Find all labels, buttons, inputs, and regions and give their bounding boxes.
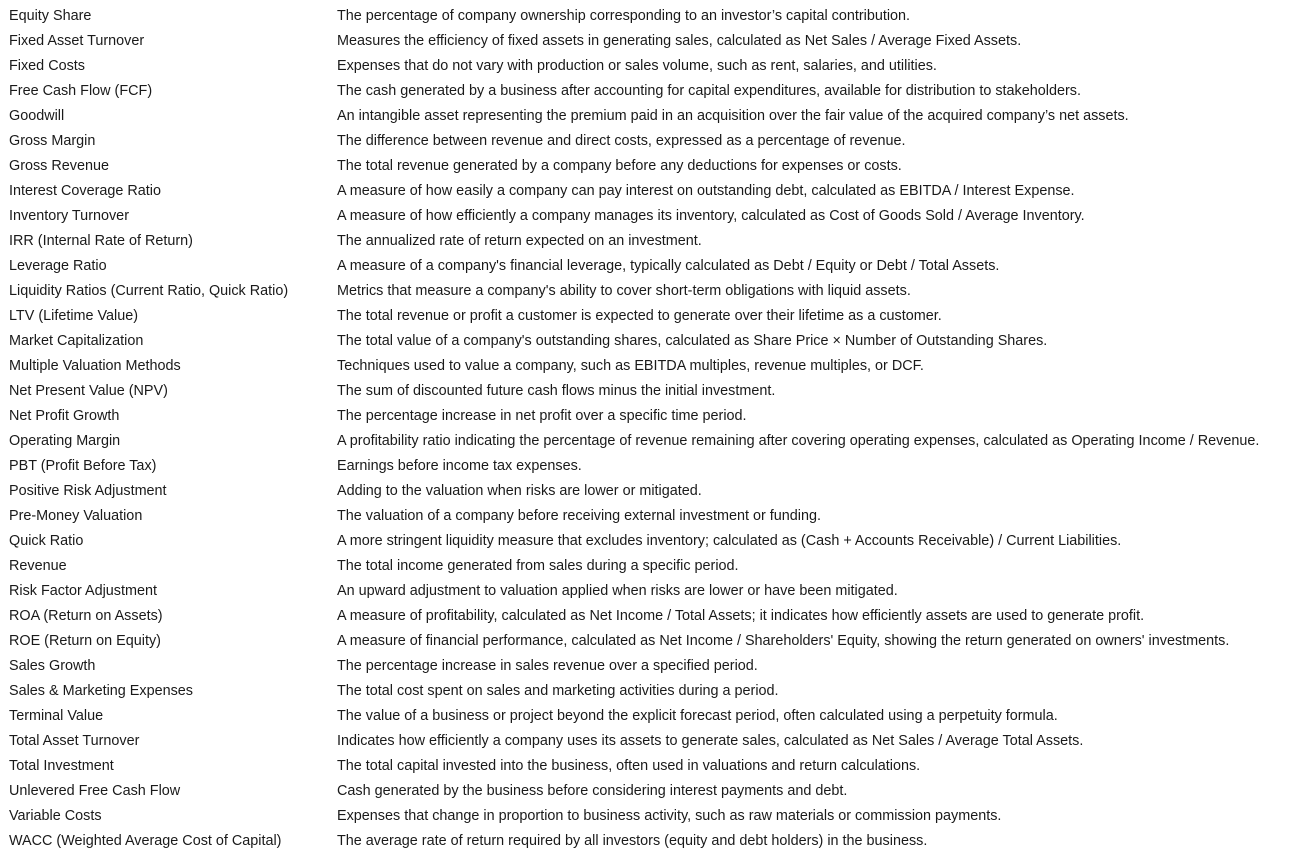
glossary-definition: A measure of a company's financial leverage, typically calculated as Debt / Equity or Debt / Total Assets. [337,258,1000,274]
glossary-term: LTV (Lifetime Value) [9,308,139,324]
glossary-term: Equity Share [9,8,92,24]
glossary-row [0,104,1294,129]
glossary-row [0,504,1294,529]
glossary-term: Multiple Valuation Methods [9,358,181,374]
glossary-definition: A measure of profitability, calculated as Net Income / Total Assets; it indicates how efficiently assets are used to generate profit. [337,608,1145,624]
glossary-definition: The total revenue or profit a customer is expected to generate over their lifetime as a customer. [337,308,942,324]
glossary-definition: Measures the efficiency of fixed assets in generating sales, calculated as Net Sales / Average Fixed Assets. [337,33,1022,49]
glossary-term: Quick Ratio [9,533,84,549]
glossary-definition: The total income generated from sales during a specific period. [337,558,739,574]
glossary-definition: A measure of financial performance, calculated as Net Income / Shareholders' Equity, showing the return generated on owners' investments. [337,633,1230,649]
glossary-term: Variable Costs [9,808,102,824]
glossary-term: WACC (Weighted Average Cost of Capital) [9,833,282,849]
glossary-definition: Expenses that do not vary with production or sales volume, such as rent, salaries, and utilities. [337,58,937,74]
glossary-term: Liquidity Ratios (Current Ratio, Quick Ratio) [9,283,289,299]
glossary-row [0,529,1294,554]
glossary-term: Total Asset Turnover [9,733,140,749]
glossary-term: Inventory Turnover [9,208,129,224]
glossary-definition: A measure of how easily a company can pay interest on outstanding debt, calculated as EBITDA / Interest Expense. [337,183,1075,199]
glossary-definition: An upward adjustment to valuation applied when risks are lower or have been mitigated. [337,583,898,599]
glossary-row [0,729,1294,754]
glossary-definition: Indicates how efficiently a company uses its assets to generate sales, calculated as Net Sales / Average Total Assets. [337,733,1084,749]
glossary-term: Fixed Asset Turnover [9,33,145,49]
glossary-row [0,554,1294,579]
glossary-definition: The percentage of company ownership corresponding to an investor’s capital contribution. [337,8,911,24]
glossary-term: Operating Margin [9,433,121,449]
glossary-row [0,29,1294,54]
glossary-row [0,579,1294,604]
glossary-definition: The total cost spent on sales and marketing activities during a period. [337,683,779,699]
glossary-definition: The valuation of a company before receiving external investment or funding. [337,508,821,524]
glossary-definition: Expenses that change in proportion to business activity, such as raw materials or commission payments. [337,808,1002,824]
glossary-row [0,54,1294,79]
glossary-row [0,279,1294,304]
glossary-row [0,429,1294,454]
glossary-row [0,829,1294,854]
glossary-term: Risk Factor Adjustment [9,583,157,599]
glossary-row [0,479,1294,504]
glossary-row [0,754,1294,779]
glossary-term: Total Investment [9,758,114,774]
glossary-term: IRR (Internal Rate of Return) [9,233,193,249]
glossary-term: Sales & Marketing Expenses [9,683,193,699]
glossary-term: Pre-Money Valuation [9,508,143,524]
glossary-row [0,179,1294,204]
glossary-row [0,604,1294,629]
glossary-row [0,404,1294,429]
glossary-row [0,254,1294,279]
glossary-definition: The annualized rate of return expected on an investment. [337,233,702,249]
glossary-row [0,654,1294,679]
glossary-definition: The percentage increase in sales revenue over a specified period. [337,658,758,674]
glossary-term: Leverage Ratio [9,258,107,274]
glossary-definition: A more stringent liquidity measure that excludes inventory; calculated as (Cash + Accounts Receivable) / Current Liabilities. [337,533,1122,549]
glossary-row [0,704,1294,729]
glossary-term: ROA (Return on Assets) [9,608,163,624]
glossary-definition: Techniques used to value a company, such as EBITDA multiples, revenue multiples, or DCF. [337,358,924,374]
glossary-term: ROE (Return on Equity) [9,633,161,649]
glossary-definition: A profitability ratio indicating the percentage of revenue remaining after covering operating expenses, calculated as Operating Income / Revenue. [337,433,1260,449]
glossary-definition: The value of a business or project beyond the explicit forecast period, often calculated using a perpetuity formula. [337,708,1058,724]
glossary-definition: Earnings before income tax expenses. [337,458,582,474]
glossary-definition: The cash generated by a business after accounting for capital expenditures, available for distribution to stakeholders. [337,83,1081,99]
glossary-term: Goodwill [9,108,65,124]
glossary-term: Free Cash Flow (FCF) [9,83,153,99]
glossary-definition: The total revenue generated by a company before any deductions for expenses or costs. [337,158,902,174]
glossary-term: Gross Revenue [9,158,109,174]
glossary-term: Positive Risk Adjustment [9,483,167,499]
glossary-term: Sales Growth [9,658,96,674]
glossary-definition: The average rate of return required by all investors (equity and debt holders) in the business. [337,833,928,849]
glossary-row [0,679,1294,704]
glossary-row [0,354,1294,379]
glossary-row [0,804,1294,829]
glossary-term: Terminal Value [9,708,104,724]
glossary-row [0,779,1294,804]
glossary-term: Fixed Costs [9,58,85,74]
glossary-row [0,304,1294,329]
glossary-definition: Metrics that measure a company's ability to cover short-term obligations with liquid assets. [337,283,911,299]
glossary-definition: The total capital invested into the business, often used in valuations and return calculations. [337,758,921,774]
glossary-term: Market Capitalization [9,333,144,349]
glossary-row [0,129,1294,154]
glossary-row [0,379,1294,404]
glossary-row [0,204,1294,229]
glossary-definition: Cash generated by the business before considering interest payments and debt. [337,783,848,799]
glossary-row [0,154,1294,179]
glossary-row [0,229,1294,254]
glossary-definition: An intangible asset representing the premium paid in an acquisition over the fair value of the acquired company’s net assets. [337,108,1129,124]
glossary-term: Net Present Value (NPV) [9,383,168,399]
glossary-term: Gross Margin [9,133,96,149]
glossary-row [0,629,1294,654]
glossary-definition: A measure of how efficiently a company manages its inventory, calculated as Cost of Goods Sold / Average Inventory. [337,208,1085,224]
glossary-row [0,79,1294,104]
glossary-term: Unlevered Free Cash Flow [9,783,181,799]
glossary-definition: Adding to the valuation when risks are lower or mitigated. [337,483,702,499]
glossary-term: Interest Coverage Ratio [9,183,161,199]
glossary-term: Net Profit Growth [9,408,120,424]
glossary-definition: The percentage increase in net profit over a specific time period. [337,408,747,424]
glossary-definition: The sum of discounted future cash flows minus the initial investment. [337,383,776,399]
glossary-term: PBT (Profit Before Tax) [9,458,157,474]
glossary-definition: The total value of a company's outstanding shares, calculated as Share Price × Number of Outstanding Shares. [337,333,1048,349]
glossary-row [0,329,1294,354]
glossary-table [0,4,1294,854]
glossary-row [0,4,1294,29]
glossary-definition: The difference between revenue and direct costs, expressed as a percentage of revenue. [337,133,906,149]
glossary-row [0,454,1294,479]
glossary-term: Revenue [9,558,67,574]
